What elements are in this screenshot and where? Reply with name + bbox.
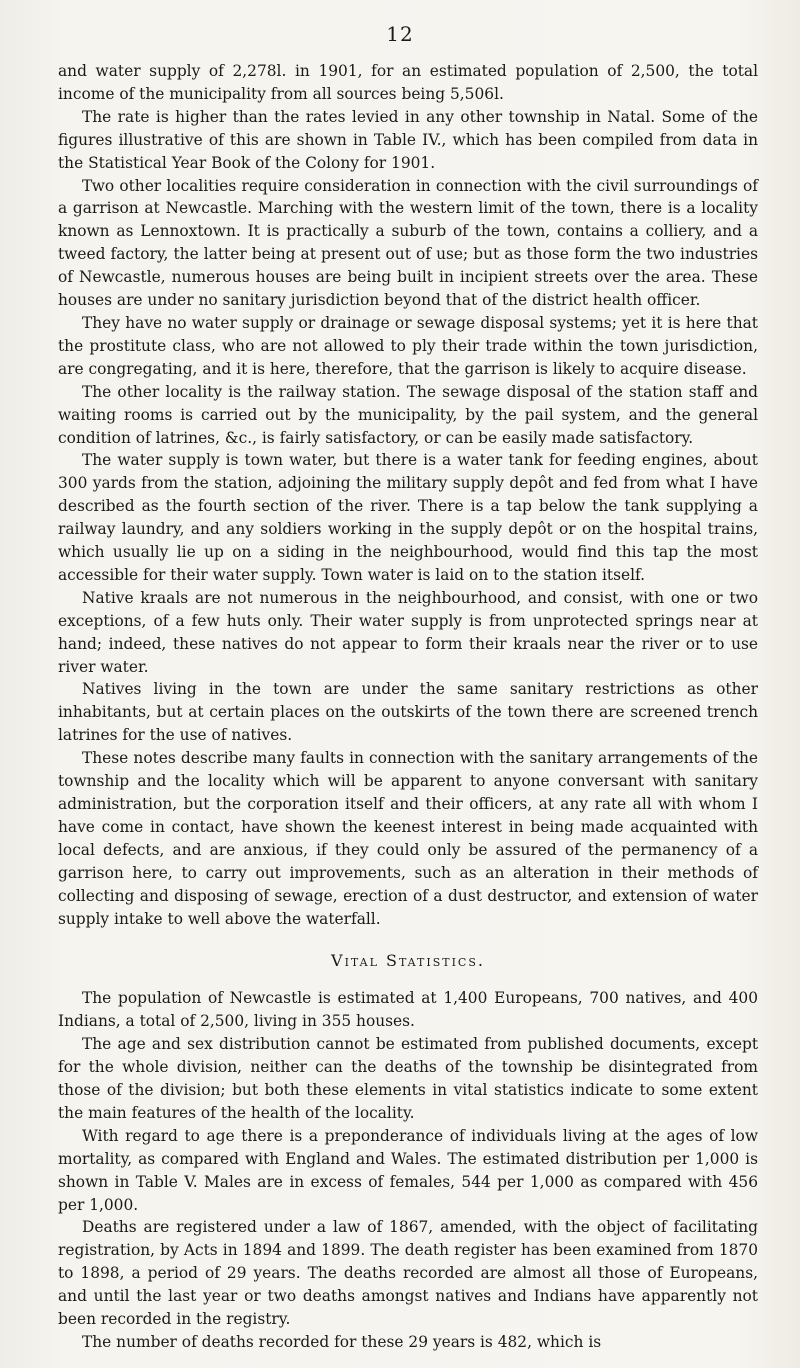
- paragraph: The water supply is town water, but there is a water tank for feeding engines, about 300 yards from the station, adjoining the military supply depôt and fed from what I have described as the fourth section of the river. There is a tap below the tank supplying a railway laundry, and any soldiers working in the supply depôt or on the hospital trains, which usually lie up on a siding in the neighbourhood, would find this tap the most accessible for their water supply. Town water is laid on to the station itself.: [58, 451, 758, 584]
- page-number: 12: [386, 22, 414, 46]
- section-heading: Vital Statistics.: [331, 951, 485, 971]
- body-text: [58, 60, 758, 1354]
- paragraph: The rate is higher than the rates levied in any other township in Natal. Some of the figures illustrative of this are shown in Table IV., which has been compiled from data in the Statistical Year Book of the Colony for 1901.: [58, 107, 758, 172]
- paragraph: With regard to age there is a preponderance of individuals living at the ages of low mortality, as compared with England and Wales. The estimated distribution per 1,000 is shown in Table V. Males are in excess of females, 544 per 1,000 as compared with 456 per 1,000.: [58, 1126, 758, 1214]
- paragraph: The number of deaths recorded for these 29 years is 482, which is: [82, 1332, 602, 1351]
- paragraph: Native kraals are not numerous in the neighbourhood, and consist, with one or two exceptions, of a few huts only. Their water supply is from unprotected springs near at hand; indeed, these natives do not appear to form their kraals near the river or to use river water.: [58, 588, 758, 676]
- paragraph: The age and sex distribution cannot be estimated from published documents, except for the whole division, neither can the deaths of the township be disintegrated from those of the division; but both these elements in vital statistics indicate to some extent the main features of the health of the locality.: [58, 1035, 758, 1122]
- paragraph: The other locality is the railway station. The sewage disposal of the station staff and waiting rooms is carried out by the municipality, by the pail system, and the general condition of latrines, &c., is fairly satisfactory, or can be easily made satisfactory.: [58, 382, 758, 447]
- paragraph: Natives living in the town are under the same sanitary restrictions as other inhabitants, but at certain places on the outskirts of the town there are screened trench latrines for the use of natives.: [58, 680, 758, 745]
- paragraph: and water supply of 2,278l. in 1901, for an estimated population of 2,500, the total income of the municipality from all sources being 5,506l.: [58, 62, 758, 103]
- paragraph: Deaths are registered under a law of 1867, amended, with the object of facilitating registration, by Acts in 1894 and 1899. The death register has been examined from 1870 to 1898, a period of 29 years. The deaths recorded are almost all those of Europeans, and until the last year or two deaths amongst natives and Indians have apparently not been recorded in the registry.: [58, 1218, 758, 1329]
- paragraph: They have no water supply or drainage or sewage disposal systems; yet it is here that the prostitute class, who are not allowed to ply their trade within the town jurisdiction, are congregating, and it is here, therefore, that the garrison is likely to acquire disease.: [58, 313, 758, 378]
- paragraph: The population of Newcastle is estimated at 1,400 Europeans, 700 natives, and 400 Indians, a total of 2,500, living in 355 houses.: [58, 989, 758, 1031]
- paragraph: Two other localities require consideration in connection with the civil surroundings of a garrison at Newcastle. Marching with the western limit of the town, there is a locality known as Lennoxtown. It is practically a suburb of the town, contains a colliery, and a tweed factory, the latter being at present out of use; but as those form the two industries of Newcastle, numerous houses are being built in incipient streets over the area. These houses are under no sanitary jurisdiction beyond that of the district health officer.: [58, 176, 758, 310]
- paragraph: These notes describe many faults in connection with the sanitary arrangements of the township and the locality which will be apparent to anyone conversant with sanitary administration, but the corporation itself and their officers, at any rate all with whom I have come in contact, have shown the keenest interest in being made acquainted with local defects, and are anxious, if they could only be assured of the permanency of a garrison here, to carry out improvements, such as an alteration in their methods of collecting and disposing of sewage, erection of a dust destructor, and extension of water supply intake to well above the waterfall.: [58, 749, 758, 928]
